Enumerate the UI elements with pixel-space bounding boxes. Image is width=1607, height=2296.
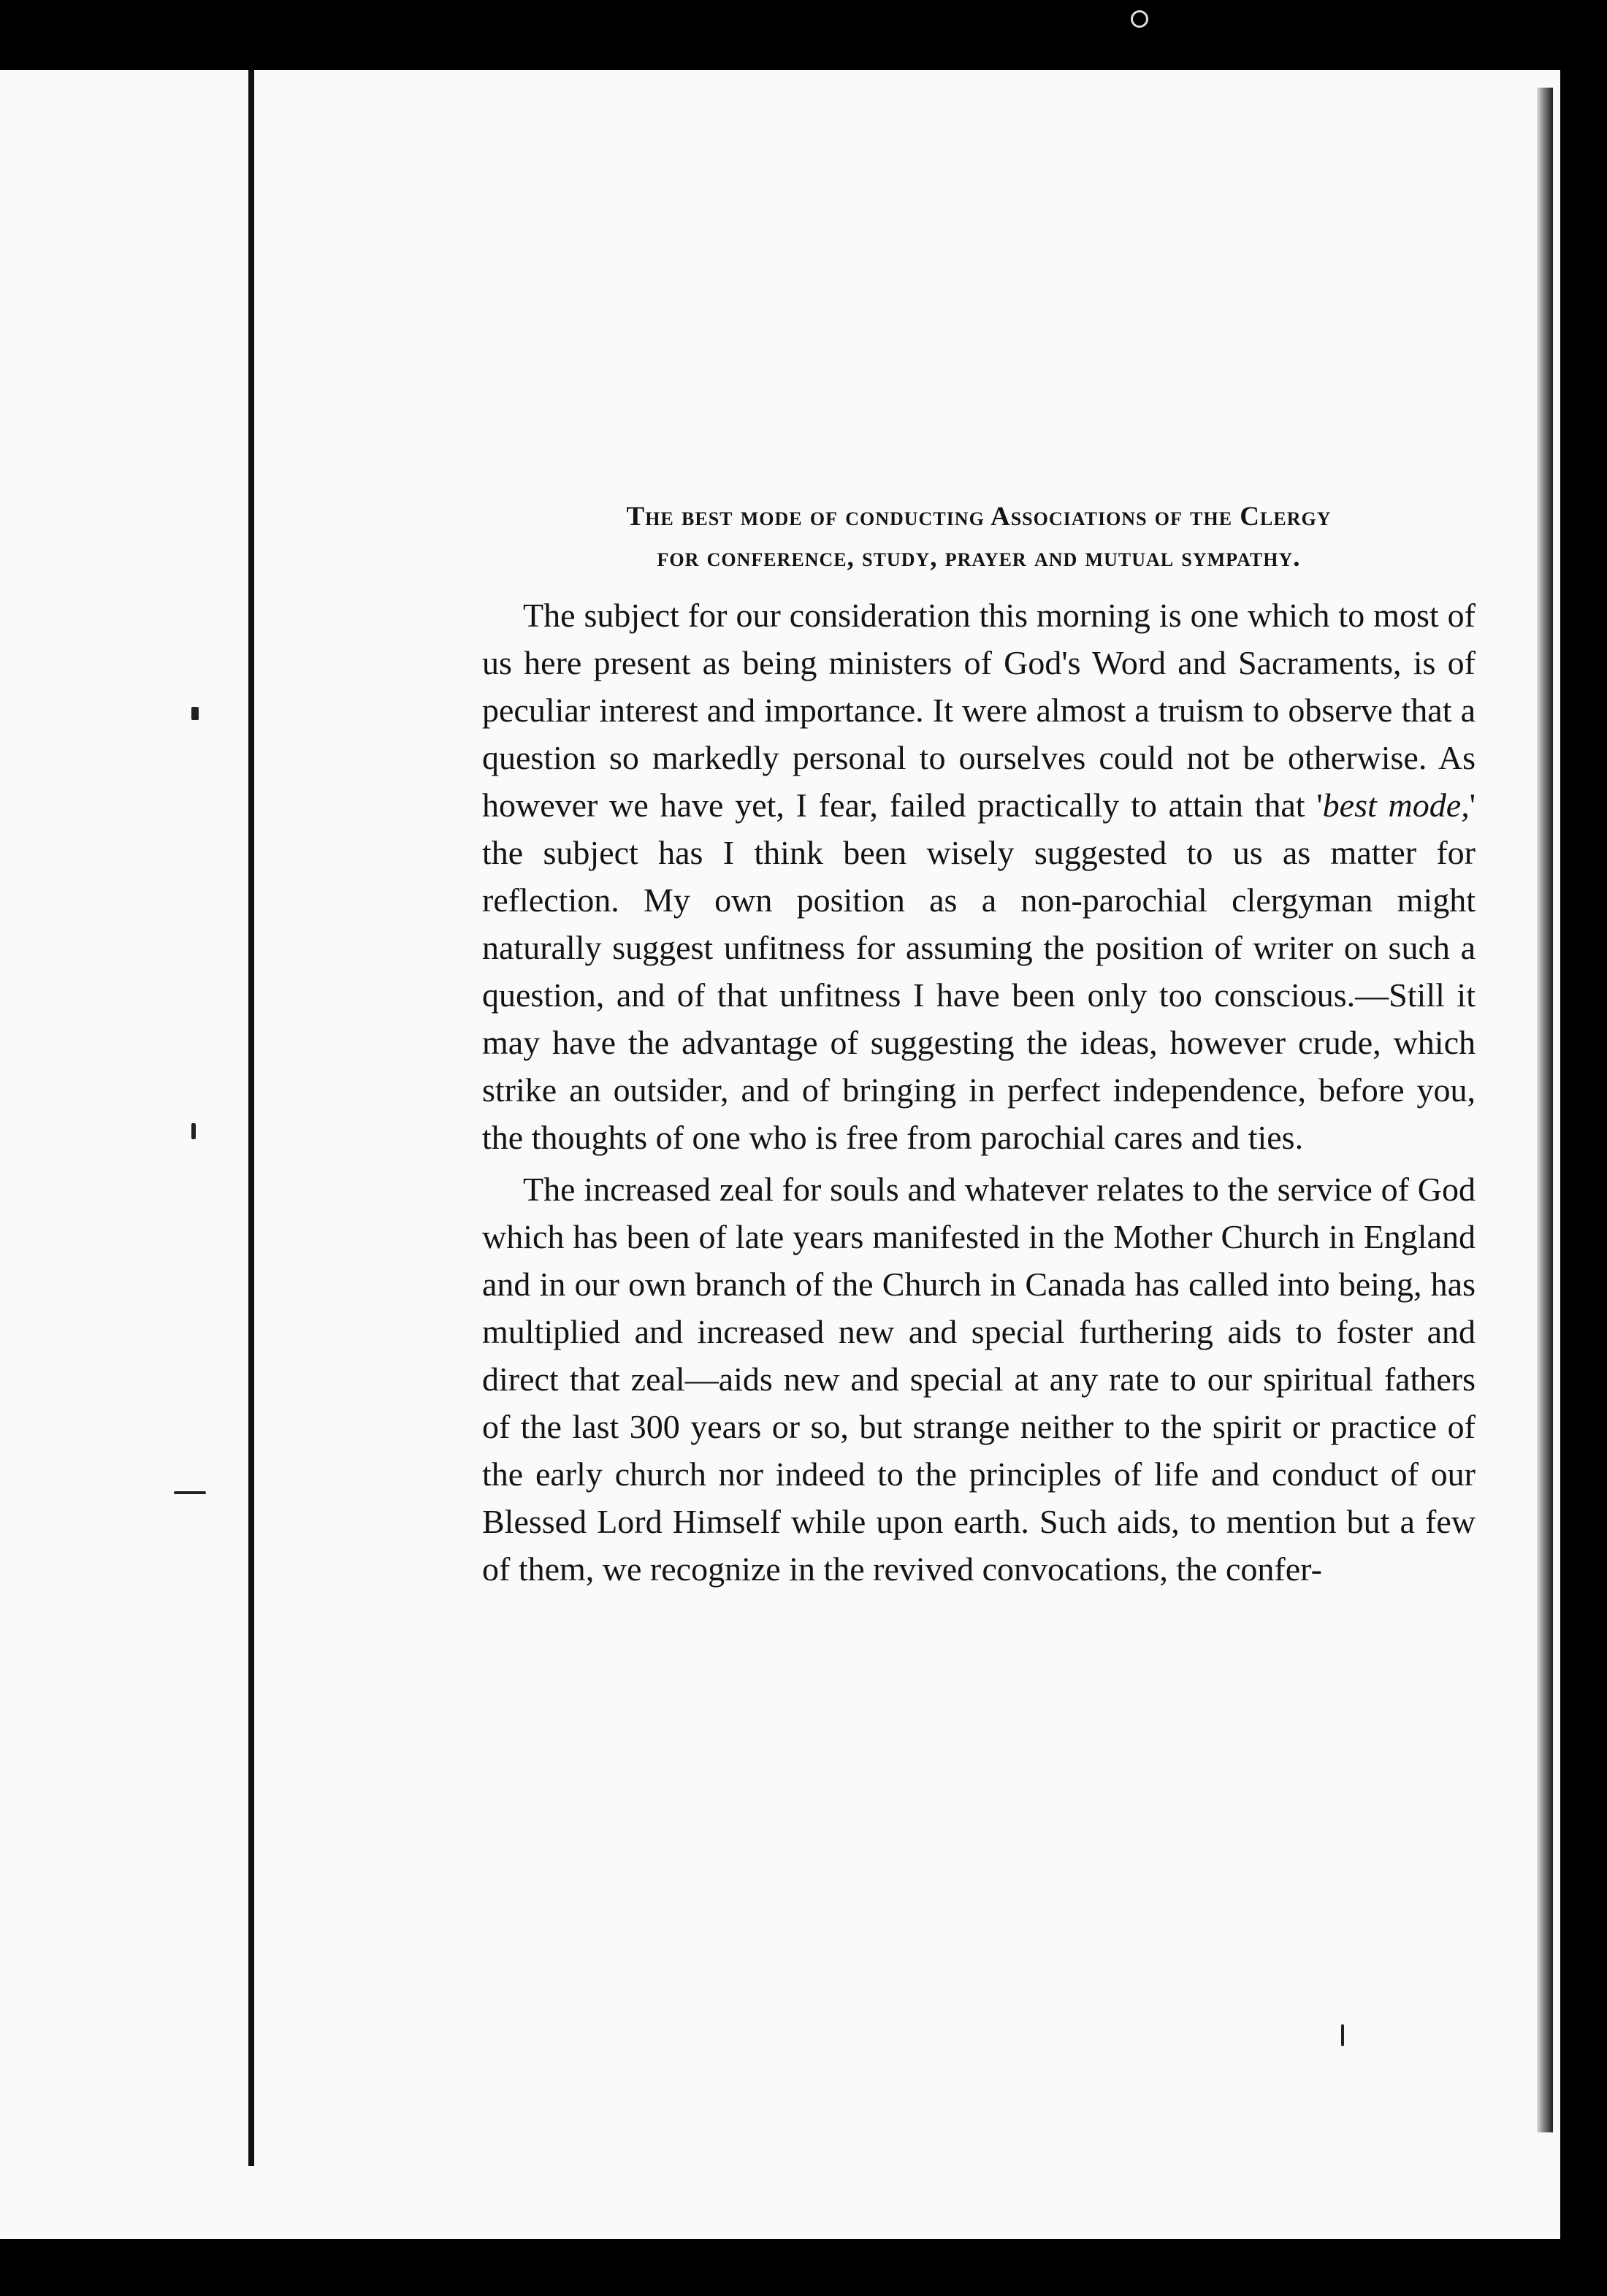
page-right-edge [1537, 88, 1553, 2132]
paragraph-1-emphasis: best mode, [1322, 787, 1470, 824]
scan-speck [1131, 10, 1148, 28]
page-binding-edge [248, 70, 254, 2166]
document-text [482, 497, 1476, 1593]
paragraph-2: The increased zeal for souls and whatever relates to the service of God which has been of late years manifested in the Mother Church in England and in our own branch of the Church in Canada has called into being, has multiplied and increased new and special furthering aids to foster and direct that zeal—aids new and special at any rate to our spiritual fathers of the last 300 years or so, but strange neither to the spirit or practice of the early church nor indeed to the principles of life and conduct of our Blessed Lord Himself while upon earth. Such aids, to mention but a few of them, we recognize in the revived convocations, the confer- [482, 1171, 1476, 1588]
heading-line-1: The best mode of conducting Associations of the Clergy [626, 502, 1332, 532]
scan-speck [174, 1491, 206, 1494]
paragraph-1-part-1: The subject for our consideration this morning is one which to most of us here present as being ministers of God's Word and Sacraments, is of peculiar interest and importance. It were almost a truism to observe that a question so markedly personal to ourselves could not be otherwise. As however we have yet, I fear, failed practically to attain that ' [482, 597, 1476, 824]
paragraph-1-part-2: ' the subject has I think been wisely suggested to us as matter for reflection. My own position as a non-parochial clergyman might naturally suggest unfitness for assuming the position of writer on such a question, and of that unfitness I have been only too conscious.—Still it may have the advantage of suggesting the ideas, however crude, which strike an outsider, and of bringing in perfect independence, before you, the thoughts of one who is free from parochial cares and ties. [482, 787, 1476, 1156]
scan-speck [1341, 2024, 1344, 2046]
document-heading [482, 497, 1476, 578]
heading-line-2: for conference, study, prayer and mutual sympathy. [657, 543, 1301, 573]
paragraph-1 [482, 592, 1476, 1161]
scan-speck [191, 707, 199, 720]
scan-speck [191, 1123, 196, 1139]
